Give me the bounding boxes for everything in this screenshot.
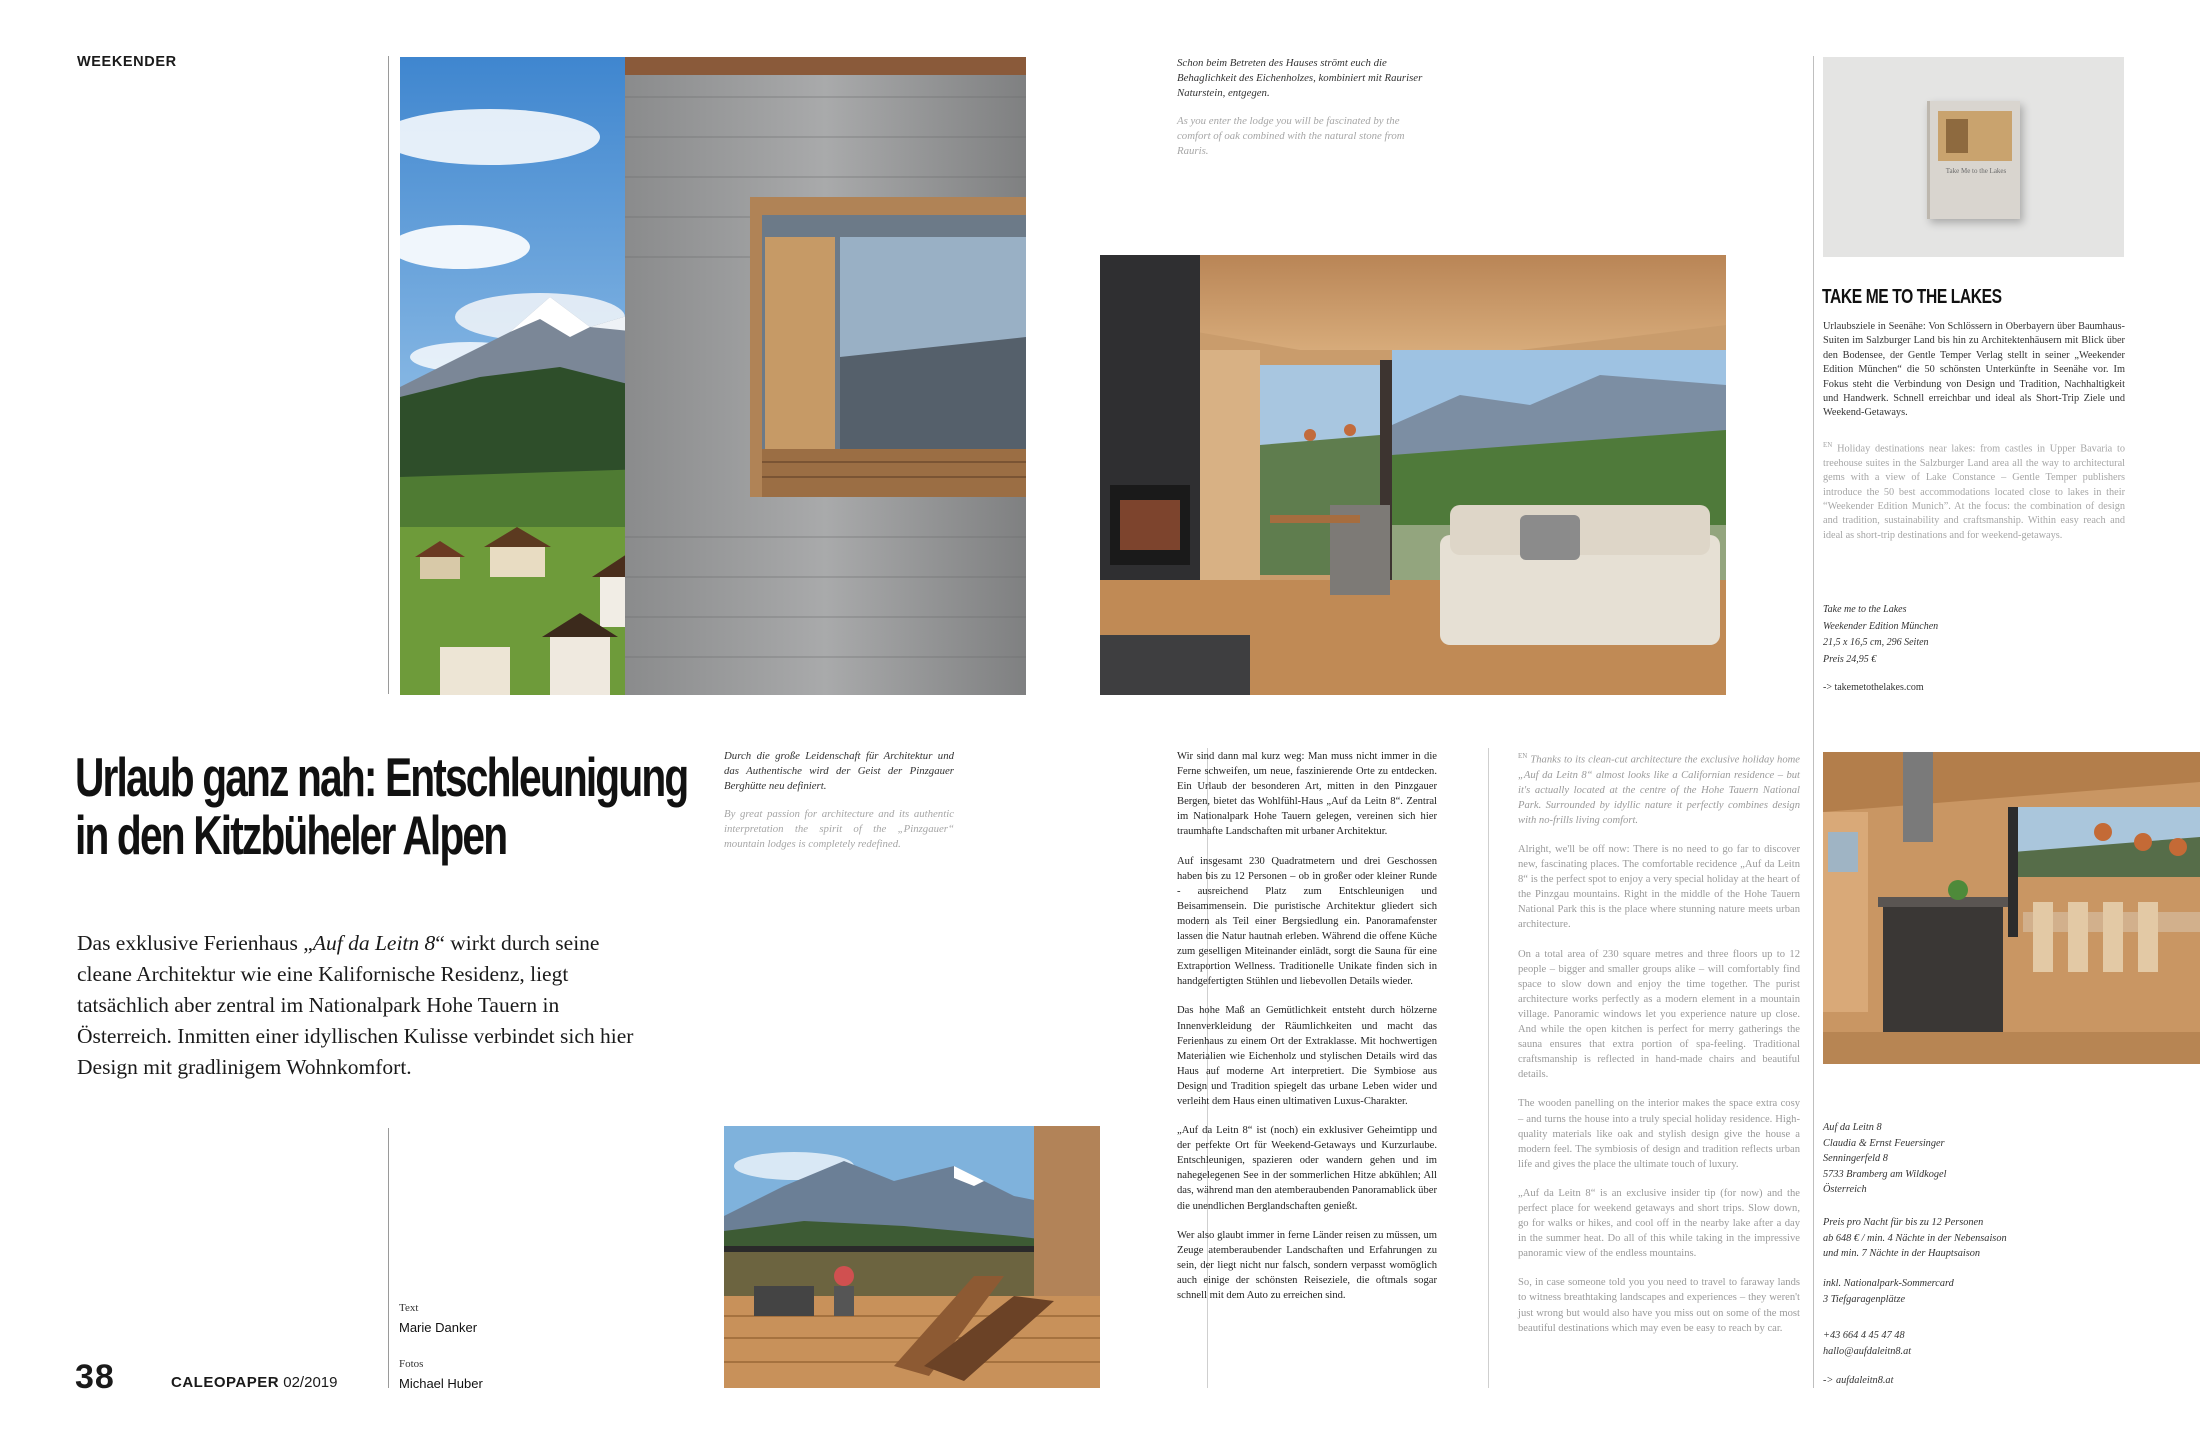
extra-line-2: 3 Tiefgaragenplätze <box>1823 1293 1906 1305</box>
credit-text-label: Text <box>399 1302 419 1314</box>
address-house: Auf da Leitn 8 <box>1823 1122 1882 1133</box>
price-line-1: Preis pro Nacht für bis zu 12 Personen <box>1823 1217 1984 1228</box>
book-cover <box>1927 101 2020 219</box>
body-de-paragraph-3: Das hohe Maß an Gemütlichkeit entsteht durch hölzerne Innenverkleidung der Räumlichkeiten und macht das Ferienhaus zu einem Ort der Extraklasse. Mit hochwertigen Materialien wie Eichenholz und stylischen Details wird das Haus auf moderne Art interpretiert. Die Symbiose aus Design und Tradition spiegelt das urbane Leben wider und verleiht dem Haus einen ultimativen Luxus-Charakter. <box>1177 1005 1437 1107</box>
address-street: Senningerfeld 8 <box>1823 1153 1888 1165</box>
photo-kitchen <box>1823 752 2200 1064</box>
headline-line-1: Urlaub ganz nah: Entschleunigung <box>75 746 688 808</box>
address-owners: Claudia & Ernst Feuersinger <box>1823 1137 1945 1149</box>
contact-phone[interactable]: +43 664 4 45 47 48 <box>1823 1330 1905 1341</box>
column-rule-3 <box>1488 748 1489 1388</box>
extra-line-1: inkl. Nationalpark-Sommercard <box>1823 1278 1954 1289</box>
body-en-paragraph-1: Alright, we'll be off now: There is no need to go far to discover new, fascinating places. The comfortable recidence „Auf da Leitn 8“ is the perfect spot to enjoy a very special holiday at the heart of the Pinzgau mountains. Right in the middle of the Hohe Tauern National Park this is the place where stunning nature meets urban architecture. <box>1518 844 1800 931</box>
photo-terrace <box>724 1126 1100 1388</box>
price-block <box>1823 1215 2007 1262</box>
contact-email[interactable]: hallo@aufdaleitn8.at <box>1823 1345 1912 1357</box>
headline-line-2: in den Kitzbüheler Alpen <box>75 804 507 866</box>
contact-block <box>1823 1328 1911 1359</box>
body-de-paragraph-5: Wer also glaubt immer in ferne Länder reisen zu müssen, um Zeuge atemberaubender Landschaften und Erfahrungen zu sein, der liegt nicht nur falsch, sondern verpasst womöglich auch einige der schönsten Reiseziele, die oftmals sogar schnell mit dem Auto zu erreichen sind. <box>1177 1229 1437 1301</box>
price-line-3: und min. 7 Nächte in der Hauptsaison <box>1823 1248 1981 1260</box>
lead-text-1: Das exklusive Ferienhaus „ <box>77 931 313 955</box>
body-en-intro-text: Thanks to its clean-cut architecture the exclusive holiday home „Auf da Leitn 8“ almost looks like a Californian residence – but it's actually located at the centre of the Hohe Tauern National Park. Surrounded by idyllic nature it perfectly combines design with no-frills living comfort. <box>1518 754 1800 826</box>
section-label: WEEKENDER <box>77 54 177 70</box>
lead-text-2: “ wirkt durch seine cleane Architektur wie eine Kalifornische Residenz, liegt tatsächlich aber zentral im Nationalpark Hohe Tauern in Österreich. Inmitten einer idyllischen Kulisse verbindet sich hier Design mit gradlinigem Wohnkomfort. <box>77 931 634 1079</box>
lang-marker: EN <box>1518 752 1528 760</box>
sidebar-lang-marker: EN <box>1823 441 1833 449</box>
credit-photo-name: Michael Huber <box>399 1376 483 1391</box>
credits-rule <box>388 1128 389 1388</box>
extras-block <box>1823 1276 1954 1307</box>
sidebar-text-en-body: Holiday destinations near lakes: from castles in Upper Bavaria to treehouse suites in the Salzburger Land area all the way to architectural gems with a view of Lake Constance – Gentle Temper publishers introduce the 50 best accommodations located close to lakes in their “Weekender Edition Munich”. At the focus: the combination of design and tradition, sustainability and craftsmanship. Within easy reach and ideal as short-trip destinations and for weekend-getaways. <box>1823 443 2125 541</box>
caption-top-en: As you enter the lodge you will be fascinated by the comfort of oak combined with the natural stone from Rauris. <box>1177 115 1405 158</box>
sidebar-heading: TAKE ME TO THE LAKES <box>1822 286 2002 308</box>
caption-mid-de: Durch die große Leidenschaft für Architektur und das Authentische wird der Geist der Pinzgauer Berghütte neu definiert. <box>724 750 954 793</box>
address-block <box>1823 1120 1946 1198</box>
book-price: Preis 24,95 € <box>1823 653 1877 665</box>
caption-top-de: Schon beim Betreten des Hauses strömt euch die Behaglichkeit des Eichenholzes, kombiniert mit Rauriser Naturstein, entgegen. <box>1177 57 1423 100</box>
article-headline <box>75 746 688 866</box>
book-cover-title: Take Me to the Lakes <box>1945 167 2007 175</box>
magazine-issue: 02/2019 <box>283 1374 338 1391</box>
address-country: Österreich <box>1823 1184 1867 1196</box>
magazine-title: CALEOPAPER <box>171 1374 280 1391</box>
book-title: Take me to the Lakes <box>1823 604 1907 615</box>
photo-book-cover <box>1823 57 2124 257</box>
body-de-paragraph-2: Auf insgesamt 230 Quadratmetern und drei Geschossen haben bis zu 12 Personen – ob in großer oder kleiner Runde - ausreichend Platz zum Entschleunigen und Beisammensein. Die puristische Architektur gliedert sich modern als Teil einer Bergsiedlung ein. Panoramafenster lassen die Natur hautnah erleben. Während die offene Küche zum geselligen Miteinander einlädt, sorgt die Sauna für eine Extraportion Wellness. Traditionelle Unikate finden sich in handgefertigten Stühlen und liebevollen Details wieder. <box>1177 855 1437 988</box>
body-en-paragraph-3: The wooden panelling on the interior makes the space extra cosy – and turns the house into a truly special holiday residence. High-quality materials like oak and stylish design give the house a modern feel. The symbiosis of design and tradition reflects urban life and gives the place the ultimate touch of luxury. <box>1518 1098 1800 1170</box>
credit-photo-label: Fotos <box>399 1358 424 1370</box>
address-city: 5733 Bramberg am Wildkogel <box>1823 1168 1947 1180</box>
sidebar-text-de: Urlaubsziele in Seenähe: Von Schlössern in Oberbayern über Baumhaus-Suiten im Salzburger Land bis hin zu Architektenhäusern mit Blick über den Bodensee, der Gentle Temper Verlag stellt in seiner „Weekender Edition München“ die 50 schönsten Unterkünfte in Seenähe vor. Im Fokus steht die Verbindung von Design und Tradition, Nachhaltigkeit und Handwerk. Schnell erreichbar und ideal als Short-Trip Ziele und Weekend-Getaways. <box>1823 321 2125 419</box>
web-link[interactable]: -> aufdaleitn8.at <box>1823 1375 1894 1386</box>
book-link[interactable]: -> takemetothelakes.com <box>1823 682 1924 693</box>
caption-mid-en: By great passion for architecture and its authentic interpretation the spirit of the „Pinzgauer“ mountain lodges is completely redefined. <box>724 808 954 851</box>
body-de-paragraph-4: „Auf da Leitn 8“ ist (noch) ein exklusiver Geheimtipp und der perfekte Ort für Weekend-Getaways und Kurzurlaube. Entschleunigen, spazieren oder wandern gehen und im nahegelegenen See in der sommerlichen Hitze abkühlen; All das, während man den atemberaubenden Panoramablick über die unendlichen Berglandschaften genießt. <box>1177 1125 1437 1212</box>
lead-house-name: Auf da Leitn 8 <box>312 931 436 955</box>
article-lead <box>77 928 647 1083</box>
book-info <box>1823 602 1938 668</box>
body-text-de <box>1177 749 1437 1317</box>
body-en-paragraph-2: On a total area of 230 square metres and three floors up to 12 people – bigger and smaller groups alike – will comfortably find space to slow down and enjoy the time together. The purist architecture works perfectly as a modern element in a mountain village. Panoramic windows let you experience nature up close. And while the open kitchen is perfect for merry gatherings the sauna ensures that extra portion of spa-feeling. Traditional craftsmanship is reflected in hand-made chairs and beautiful details. <box>1518 948 1800 1081</box>
sidebar-text-en <box>1823 438 2125 543</box>
magazine-name <box>171 1374 337 1391</box>
book-edition: Weekender Edition München <box>1823 620 1939 632</box>
photo-living-room <box>1100 255 1726 695</box>
body-text-en <box>1518 749 1800 1350</box>
body-en-paragraph-4: „Auf da Leitn 8“ is an exclusive insider tip (for now) and the perfect place for weekend getaways and short trips. Slow down, go for walks or hikes, and cool off in the nearby lake after a day in the summer heat. Do all of this while taking in the impressive panoramic view of the endless mountains. <box>1518 1187 1800 1260</box>
body-de-paragraph-1: Wir sind dann mal kurz weg: Man muss nicht immer in die Ferne schweifen, um neue, faszinierende Orte zu entdecken. Ein Urlaub der besonderen Art, mitten in den Pinzgauer Bergen, bietet das Wohlfühl-Haus „Auf da Leitn 8“. Zentral im Nationalpark Hohe Tauern gelegen, vereinen sich hier traumhafte Landschaften mit urbaner Architektur. <box>1177 751 1437 838</box>
body-en-paragraph-5: So, in case someone told you you need to travel to faraway lands to witness breathtaking landscapes and experiences – they weren't just wrong but would also have you miss out on some of the most beautiful destinations which may even be easy to reach by car. <box>1518 1277 1800 1334</box>
body-en-intro <box>1518 749 1800 828</box>
price-line-2: ab 648 € / min. 4 Nächte in der Nebensaison <box>1823 1232 2007 1244</box>
sidebar-rule <box>1813 56 1814 1388</box>
page-number: 38 <box>75 1358 115 1396</box>
photo-house-exterior <box>400 57 1026 695</box>
column-rule <box>388 56 389 694</box>
credit-text-name: Marie Danker <box>399 1320 478 1335</box>
book-format: 21,5 x 16,5 cm, 296 Seiten <box>1823 637 1929 648</box>
